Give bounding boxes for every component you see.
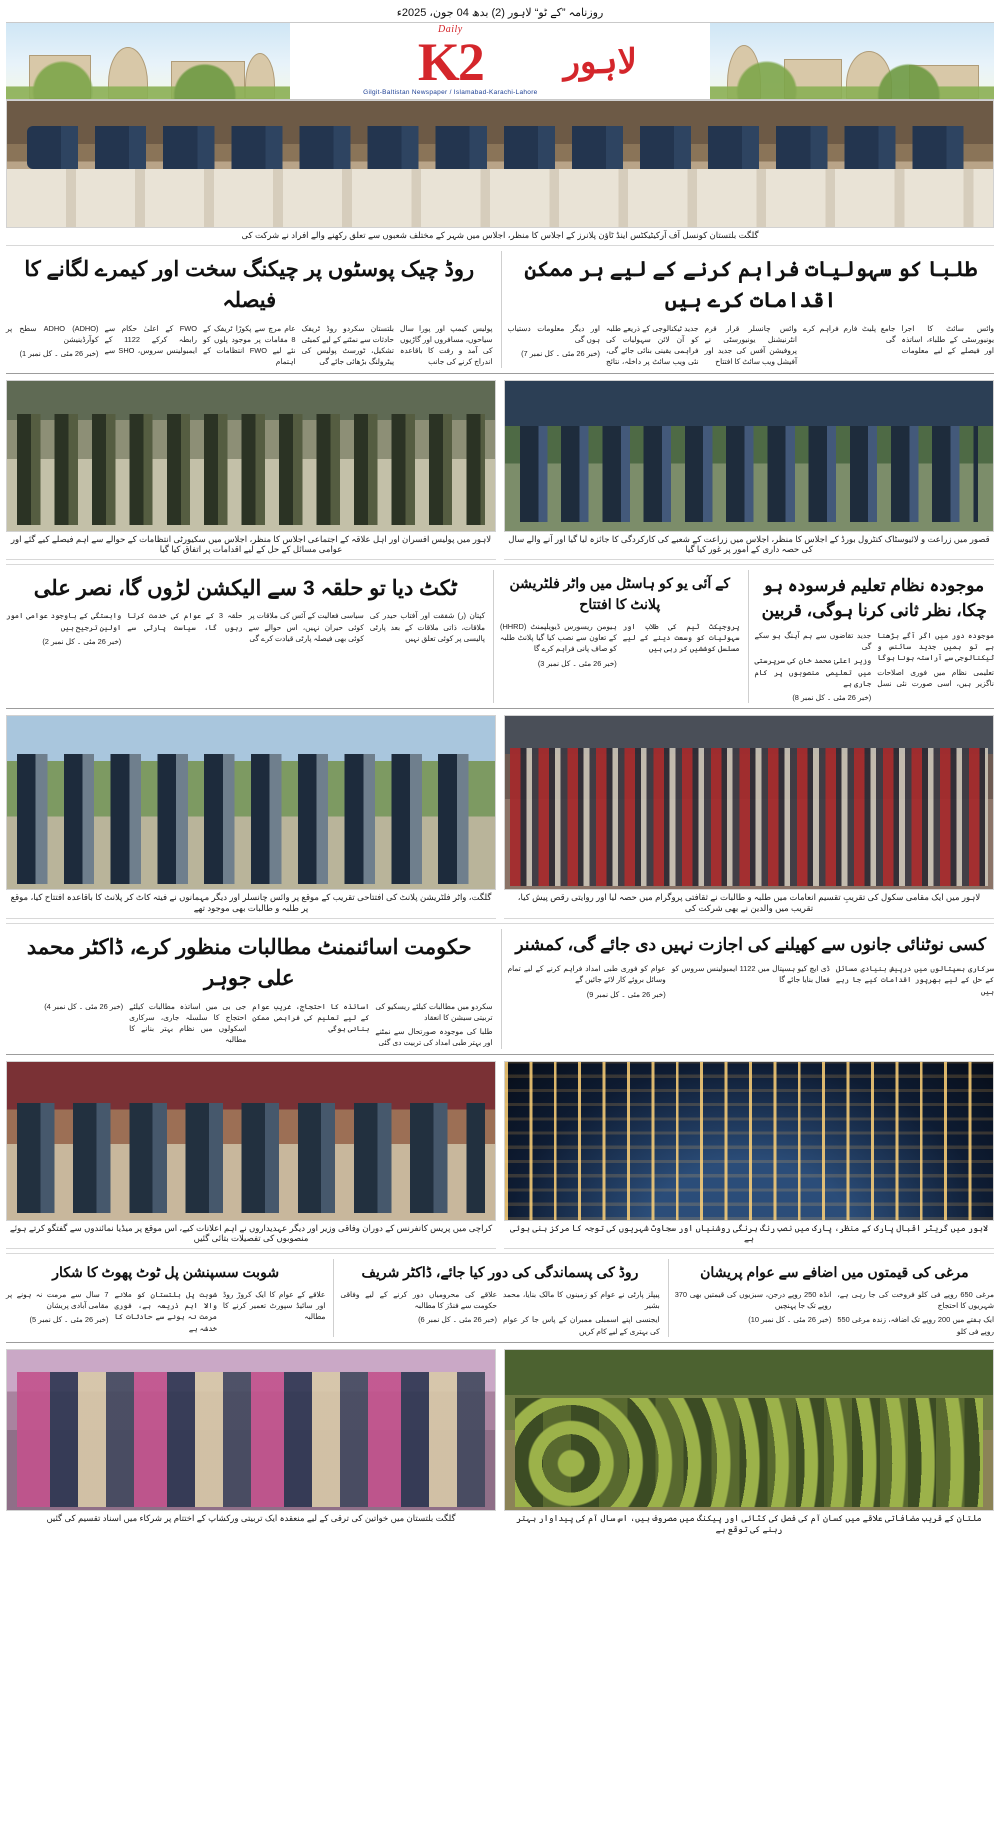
para: جی بی میں اساتذہ مطالبات کیلئے احتجاج کا سلسلہ جاری، سرکاری اسکولوں میں نظام بہتر بنانے کا مطالبہ [129, 1001, 247, 1045]
para: عام مرچ سے پکوڑا ٹریفک کے 8 مقامات پر موجود پلوں کو نئے لیے FWO انتظامات کے اہتمام [203, 323, 296, 367]
photo-block-mango [504, 1349, 994, 1538]
body-students [508, 323, 995, 368]
masthead [6, 22, 994, 100]
body-commissioner [508, 963, 995, 1000]
masthead-daily-label: Daily [437, 24, 463, 36]
story-block-education [748, 570, 995, 704]
story-block-ticket [6, 570, 485, 704]
masthead-logo-area [290, 23, 710, 99]
caption-crowd: لاہور میں ایک مقامی سکول کی تقریبِ تقسیم انعامات میں طلبہ و طالبات نے ثقافتی پروگرام میں حصہ لیا اور روایتی رقص پیش کیا، تقریب میں والدین نے بھی شرکت کی [504, 890, 994, 918]
para: وائس چانسلر قرار قرم انٹرنیشنل یونیورسٹی نے پروفیشن آفس کی جدید اور آفیشل ویب سائٹ کا افتتاح [704, 323, 797, 367]
top-photo-caption: گلگت بلتستان کونسل آف آرکیٹیکٹس اینڈ ٹاؤن پلانرز کے اجلاس کا منظر، اجلاس میں شہر کے مختلف شعبوں سے تعلق رکھنے والے افراد نے شرکت کی [6, 228, 994, 246]
para: ہیومن ریسورس ڈیویلپمنٹ (HHRD) کے تعاون سے نصب کیا گیا پلانٹ طلبہ کو صاف پانی فراہم کرے گا [500, 621, 617, 654]
masthead-city: لاہور [563, 42, 637, 81]
article-ref: (خبر 26 مئی ۔ کل نمبر 4) [44, 1001, 124, 1011]
headline-filtration: کے آئی یو کو ہاسٹل میں واٹر فلٹریشن پلانٹ کا افتتاح [509, 574, 731, 612]
para: بلتستان سکردو روڈ ٹریفک حادثات سے نمٹنے کے لیے کمیٹی تشکیل، ٹورسٹ پولیس کی پیٹرولنگ بڑھائی جائے گی [301, 323, 394, 367]
article-ref: (خبر 26 مئی ۔ کل نمبر 8) [792, 693, 872, 703]
caption-conference: کراچی میں پریس کانفرنس کے دوران وفاقی وزیر اور دیگر عہدیداروں نے اہم اعلانات کیے، اس موقع پر میڈیا نمائندوں سے گفتگو کرتے ہوئے منصوبوں کی تفصیلات بتائی گئیں [6, 1221, 496, 1249]
story-block-checkposts [6, 251, 493, 368]
section-divider [6, 564, 994, 565]
assembly-hall-photo [504, 380, 994, 532]
article-ref: (خبر 26 مئی ۔ کل نمبر 1) [19, 349, 99, 359]
para: پروجیکٹ ٹیم کی طلاب اور سہولیات کو وسعت دینے کے لیے مسلسل کوششیں کر رہی ہیں [622, 621, 740, 654]
para: ایک ہفتے میں 200 روپے تک اضافہ، زندہ مرغی 550 روپے فی کلو [837, 1315, 994, 1336]
headline-demands: حکومت اسائنمنٹ مطالبات منظور کرے، ڈاکٹر محمد علی جوہر [26, 935, 472, 991]
para: 7 سال سے مرمت نہ ہونے پر مقامی آبادی پریشان [6, 1289, 109, 1311]
para: انڈہ 250 روپے درجن، سبزیوں کی قیمتیں بھی 370 روپے تک جا پہنچیں [674, 1289, 832, 1311]
masthead-subtitle: Gilgit-Baltistan Newspaper / Islamabad-Karachi-Lahore [363, 89, 538, 97]
para: جدید ٹیکنالوجی کے ذریعے طلبہ کو آن لائن سہولیات کی فراہمی یقینی بنائی جائے گی، نئی ویب سائٹ پر داخلہ، نتائج اور دیگر معلومات دستیاب ہوں گی [507, 323, 699, 367]
para: سکردو میں مطالبات کیلئے ریسکیو کی تربیتی سیشن کا انعقاد [375, 1001, 493, 1022]
article-ref: (خبر 26 مئی ۔ کل نمبر 7) [521, 349, 600, 359]
caption-hall: قصور میں زراعت و لائیوسٹاک کنٹرول بورڈ کے اجلاس کا منظر، اجلاس میں زراعت کے شعبے کی کارکردگی کا جائزہ لیا گیا اور آنے والے سال کی حصہ داری کے امور پر غور کیا گیا [504, 532, 994, 560]
skyline-right-illustration [6, 23, 290, 99]
story-block-demands [6, 929, 493, 1049]
top-meeting-photo [6, 100, 994, 228]
story-block-filtration [493, 570, 740, 704]
section-divider [6, 708, 994, 709]
headline-education: موجودہ نظام تعلیم فرسودہ ہو چکا، نظر ثانی کرنا ہوگی، قربین [761, 575, 987, 621]
story-block-road [333, 1259, 659, 1337]
para: تعلیمی نظام میں فوری اصلاحات ناگزیر ہیں، اسی صورت نئی نسل جدید تقاضوں سے ہم آہنگ ہو سکے گی [754, 630, 994, 688]
body-bridge [6, 1289, 325, 1334]
story-block-bridge [6, 1259, 325, 1337]
body-checkposts [6, 323, 493, 368]
section-divider [6, 1253, 994, 1254]
caption-ribbon: گلگت، واٹر فلٹریشن پلانٹ کی افتتاحی تقریب کے موقع پر وائس چانسلر اور دیگر مہمانوں نے فیتہ کاٹ کر پلانٹ کا باقاعدہ افتتاح کیا، موقع پر طلبہ و طالبات بھی موجود تھے [6, 890, 496, 918]
body-road [340, 1289, 659, 1337]
section-divider [6, 1342, 994, 1343]
photo-block-ribbon [6, 715, 496, 918]
article-ref: (خبر 26 مئی ۔ کل نمبر 3) [537, 658, 617, 668]
body-demands [6, 1001, 493, 1049]
park-lights-photo [504, 1061, 994, 1221]
story-block-poultry [668, 1259, 994, 1337]
para: پولیس کیمپ اور پورا سال سیاحوں، مسافروں اور گاڑیوں کی آمد و رفت کا باقاعدہ اندراج کرنے کی جانب [400, 323, 493, 367]
headline-ticket: ٹکٹ دیا تو حلقہ 3 سے الیکشن لڑوں گا، نصر علی [33, 576, 458, 600]
caption-lights: لاہور میں گریٹر اقبال پارک کے منظر، پارک میں نصب رنگ برنگی روشنیاں اور سجاوٹ شہریوں کی توجہ کا مرکز بنی ہوئی ہے [504, 1221, 994, 1249]
photo-block-police [6, 380, 496, 560]
workshop-certificates-photo [6, 1349, 496, 1511]
photo-block-conference [6, 1061, 496, 1249]
caption-women: گلگت بلتستان میں خواتین کی ترقی کے لیے منعقدہ ایک تربیتی ورکشاپ کے اختتام پر شرکاء میں اسناد تقسیم کی گئیں [46, 1512, 456, 1523]
para: عوام کو فوری طبی امداد فراہم کرنے کے لیے تمام وسائل بروئے کار لائے جائیں گے [507, 964, 666, 985]
brief-stories-row [6, 1259, 994, 1337]
para: علاقے کے عوام کا ایک کروڑ روڈ اور سائیڈ سپورٹ تعمیر کرنے کا مطالبہ [222, 1289, 326, 1322]
article-ref: (خبر 26 مئی ۔ کل نمبر 9) [586, 989, 666, 999]
para: FWO کے اعلیٰ حکام سے رابطہ کرکے 1122 کے ایمبولینس سروس، SHO سے ADHO (ADHO) سطح پر کوآرڈینیشن [6, 323, 197, 356]
caption-police: لاہور میں پولیس افسران اور اہل علاقہ کے اجتماعی اجلاس کا منظر، اجلاس میں سکیورٹی انتظامات کے حوالے سے اہم فیصلے کیے گئے اور عوامی مسائل کے حل کے لیے اقدامات پر اتفاق کیا گیا [6, 532, 496, 560]
article-ref: (خبر 26 مئی ۔ کل نمبر 6) [418, 1315, 498, 1325]
headline-bridge: شوبت سسپنشن پل ٹوٹ پھوٹ کا شکار [52, 1263, 280, 1280]
photo-block-crowd [504, 715, 994, 918]
caption-mango: ملتان کے قریب مضافاتی علاقے میں کسان آم کی فصل کی کٹائی اور پیکنگ میں مصروف ہیں، اس سال آم کی پیداوار بہتر رہنے کی توقع ہے [516, 1512, 982, 1534]
para: سیاسی فعالیت کے آئس کی ملاقات پر کوئی حیران نہیں، اس حوالے سے کوئی بھی فیصلہ پارٹی قیادت کرے گی [248, 611, 364, 643]
photo-block-lights [504, 1061, 994, 1249]
mango-harvest-photo [504, 1349, 994, 1511]
body-filtration [500, 621, 740, 669]
photo-row-3 [6, 1061, 994, 1249]
headline-commissioner: کسی نوٹنائی جانوں سے کھیلنے کی اجازت نہیں دی جائے گی، کمشنر [515, 934, 987, 954]
article-ref: (خبر 26 مئی ۔ کل نمبر 10) [748, 1315, 832, 1325]
photo-row-4 [6, 1349, 994, 1538]
top-photo-block [6, 100, 994, 246]
police-meeting-photo [6, 380, 496, 532]
lead-stories-row [6, 251, 994, 368]
section-divider [6, 1054, 994, 1055]
section-divider [6, 373, 994, 374]
skyline-left-illustration [710, 23, 994, 99]
para: ڈی ایچ کیو ہسپتال میں 1122 ایمبولینس سروس کو فعال بنایا جائے گا [671, 964, 830, 985]
para: طلبا کی موجودہ صورتحال سے نمٹنے اور بہتر طبی امداد کی تربیت دی گئی [375, 1027, 493, 1048]
para: حلقہ 3 کے عوام کی خدمت کرتا رہوں گا، سیاست پارٹی سے وابستگی کے باوجود عوامی امور اولین ترجیح ہیں [6, 611, 243, 632]
dateline: روزنامہ ”کے ٹو“ لاہور (2) بدھ 04 جون، 2025ء [396, 7, 604, 19]
para: مرغی 650 روپے فی کلو فروخت کی جا رہی ہے، شہریوں کا احتجاج [837, 1289, 994, 1311]
para: پیپلز پارٹی نے عوام کو زمینوں کا مالک بنایا، محمد بشیر [503, 1289, 660, 1311]
headline-students: طلبا کو سہولیات فراہم کرنے کے لیے ہر ممکن اقدامات کرے ہیں [524, 257, 978, 313]
body-poultry [675, 1289, 994, 1337]
photo-row-2 [6, 715, 994, 918]
para: اساتذہ کا احتجاج، غریب عوام کے لیے تعلیم کی فراہمی ممکن بنانی ہوگی [252, 1001, 370, 1034]
body-ticket [6, 610, 485, 647]
article-ref: (خبر 26 مئی ۔ کل نمبر 5) [29, 1315, 109, 1325]
masthead-logo [363, 25, 538, 97]
para: وائس سائٹ کا اجرا یونیورسٹی کے طلباء، اساتذہ اور فیصلے کے لیے معلومات جامع پلیٹ فارم فراہم کرے گی [803, 323, 994, 356]
photo-row-1 [6, 380, 994, 560]
section-divider [6, 923, 994, 924]
story-block-commissioner [501, 929, 995, 1049]
para: موجودہ دور میں اگر آگے بڑھنا ہے تو ہمیں جدید سائنس و ٹیکنالوجی سے آراستہ ہونا ہوگا [877, 630, 994, 663]
article-ref: (خبر 26 مئی ۔ کل نمبر 2) [42, 636, 122, 646]
para: شوبت پل بلتستان کو ملانے والا اہم ذریعہ ہے، فوری مرمت نہ ہونے سے حادثات کا خدشہ ہے [114, 1289, 217, 1333]
photo-block-hall [504, 380, 994, 560]
headline-road: روڈ کی پسماندگی کی دور کیا جائے، ڈاکٹر شریف [361, 1263, 639, 1280]
para: وزیر اعلیٰ محمد خان کی سرپرستی میں تعلیمی منصوبوں پر کام جاری ہے [754, 656, 872, 688]
masthead-title: K2 [417, 32, 483, 93]
headline-checkposts: روڈ چیک پوسٹوں پر چیکنگ سخت اور کیمرے لگانے کا فیصلہ [24, 257, 475, 313]
mid-stories-row [6, 570, 994, 704]
photo-block-women [6, 1349, 496, 1538]
headline-poultry: مرغی کی قیمتوں میں اضافے سے عوام پریشان [700, 1263, 969, 1280]
para: کپتان (ر) شفقت اور آفتاب حیدر کی ملاقات، ذاتی ملاقات کے بعد پارٹی پالیسی پر کوئی تعلق نہیں [369, 611, 485, 643]
story-block-students [501, 251, 995, 368]
para: علاقے کی محرومیاں دور کرنے کے لیے وفاقی حکومت سے فنڈز کا مطالبہ [340, 1289, 498, 1311]
para: سرکاری ہسپتالوں میں درپیش بنیادی مسائل کے حل کے لیے بھرپور اقدامات کیے جا رہے ہیں [835, 964, 994, 996]
school-function-photo [504, 715, 994, 890]
lower-stories-row [6, 929, 994, 1049]
para: ایجنسی اپنے اسمبلی ممبران کے پاس جا کر عوام کی بہتری کے لیے کام کریں [503, 1315, 660, 1336]
press-conference-photo [6, 1061, 496, 1221]
body-education [755, 630, 995, 704]
ribbon-cutting-photo [6, 715, 496, 890]
